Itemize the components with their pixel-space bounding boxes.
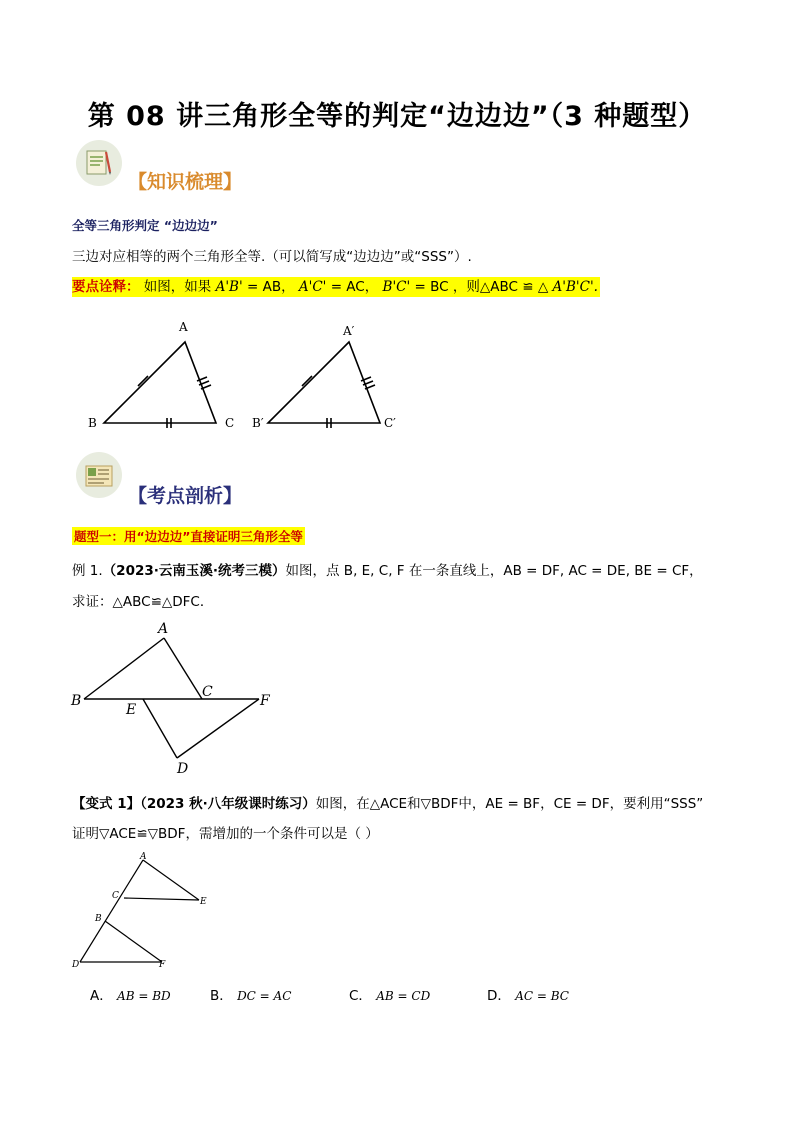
option-d-value: AC = BC — [515, 989, 569, 1003]
note-text-3: △ — [537, 279, 549, 295]
option-b-value: DC = AC — [237, 989, 292, 1003]
figure-sss-triangles — [80, 315, 420, 440]
label-c-prime: C′ — [384, 416, 396, 430]
ex1-label-c: C — [202, 684, 213, 700]
example1-prefix: 例 1. — [72, 563, 103, 579]
congruent-symbol: ≌ — [522, 279, 534, 295]
option-d-key: D． — [487, 988, 511, 1004]
eq1-right: = AB — [246, 279, 282, 295]
figure-variant1 — [65, 848, 225, 973]
var1-label-c: C — [112, 891, 119, 901]
figure-example1 — [65, 618, 285, 778]
ex1-label-a: A — [158, 621, 169, 637]
label-c: C — [225, 416, 235, 430]
variant1-source: （2023 秋·八年级课时练习） — [140, 796, 316, 812]
label-b-prime: B′ — [252, 416, 264, 430]
example1-source: （2023·云南玉溪·统考三模） — [102, 563, 286, 579]
var1-label-e: E — [200, 897, 207, 907]
ex1-label-e: E — [126, 702, 137, 718]
eq3-right: = BC — [414, 279, 449, 295]
note-text-2: ，则△ABC — [452, 279, 518, 295]
eq2-left: A'C' — [298, 279, 327, 295]
variant1-line2: 证明▽ACE≌▽BDF，需增加的一个条件可以是（ ） — [72, 826, 379, 842]
section-knowledge-label: 【知识梳理】 — [128, 171, 243, 193]
example1-text: 如图，点 B, E, C, F 在一条直线上，AB = DF, AC = DE, BE = CF， — [285, 563, 703, 579]
variant1-prefix: 【变式 1】 — [72, 796, 141, 812]
option-c-value: AB = CD — [376, 989, 431, 1003]
example1-prove: 求证：△ABC≌△DFC． — [72, 594, 214, 610]
section-analysis-label: 【考点剖析】 — [128, 485, 243, 507]
option-d[interactable] — [487, 984, 569, 1004]
notebook-pencil-icon — [76, 140, 122, 186]
note-label: 要点诠释： — [72, 279, 140, 295]
var1-label-b: B — [95, 914, 102, 924]
page-title: 第 08 讲三角形全等的判定“边边边”（3 种题型） — [87, 101, 707, 132]
variant1-text: 如图，在△ACE和▽BDF中，AE = BF，CE = DF，要利用“SSS” — [315, 796, 704, 812]
rule-heading: 全等三角形判定 “边边边” — [72, 218, 218, 233]
ex1-label-b: B — [71, 693, 82, 709]
var1-label-f: F — [159, 960, 166, 970]
var1-label-d: D — [72, 960, 80, 970]
eq1-left: A'B' — [215, 279, 243, 295]
option-c[interactable] — [349, 984, 430, 1004]
option-c-key: C． — [349, 988, 372, 1004]
type1-heading: 题型一：用“边边边”直接证明三角形全等 — [74, 529, 303, 544]
triangle-abc-prime — [268, 342, 380, 423]
triangle-abc — [104, 342, 216, 423]
eq3-left: B'C' — [382, 279, 411, 295]
rule-text: 三边对应相等的两个三角形全等.（可以简写成“边边边”或“SSS”）. — [72, 249, 472, 265]
conclusion: A'B'C'. — [552, 279, 598, 295]
variant1-line1 — [72, 792, 703, 812]
option-b-key: B． — [210, 988, 233, 1004]
label-a-prime: A′ — [343, 324, 355, 338]
var1-label-a: A — [140, 852, 147, 862]
option-a-key: A． — [90, 988, 113, 1004]
rule-note: 要点诠释： 如图，如果 A'B' = AB， A'C' = AC， B'C' = BC ，则△ABC ≌ △ A'B'C'. — [72, 279, 598, 295]
note-text-1: 如图，如果 — [143, 279, 212, 295]
label-a: A — [179, 320, 188, 334]
option-a-value: AB = BD — [117, 989, 171, 1003]
option-b[interactable] — [210, 984, 291, 1004]
example1-line1 — [72, 559, 703, 579]
document-icon — [76, 452, 122, 498]
option-a[interactable] — [90, 984, 171, 1004]
label-b: B — [88, 416, 97, 430]
ex1-label-d: D — [177, 761, 189, 777]
eq2-right: = AC — [330, 279, 365, 295]
ex1-label-f: F — [260, 693, 270, 709]
